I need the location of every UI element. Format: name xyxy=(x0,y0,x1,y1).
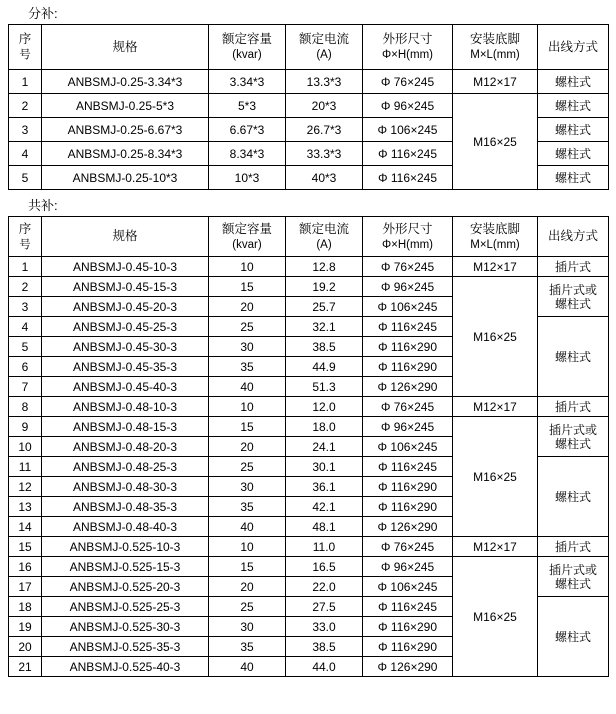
row-number: 11 xyxy=(9,457,42,477)
row-number: 5 xyxy=(9,337,42,357)
foot-cell: M16×25 xyxy=(453,94,538,190)
spec-cell: ANBSMJ-0.45-10-3 xyxy=(42,257,209,277)
spec-cell: ANBSMJ-0.525-15-3 xyxy=(42,557,209,577)
size-cell: Φ 126×290 xyxy=(363,377,453,397)
size-cell: Φ 96×245 xyxy=(363,557,453,577)
column-header-line: 规格 xyxy=(112,39,138,54)
amp-cell: 33.3*3 xyxy=(286,142,363,166)
row-number: 17 xyxy=(9,577,42,597)
size-cell: Φ 96×245 xyxy=(363,277,453,297)
kvar-cell: 3.34*3 xyxy=(209,70,286,94)
amp-cell: 11.0 xyxy=(286,537,363,557)
row-number: 12 xyxy=(9,477,42,497)
column-header-line: M×L(mm) xyxy=(470,238,520,251)
row-number: 4 xyxy=(9,142,42,166)
amp-cell: 51.3 xyxy=(286,377,363,397)
size-cell: Φ 106×245 xyxy=(363,577,453,597)
column-header xyxy=(209,217,286,257)
kvar-cell: 30 xyxy=(209,477,286,497)
column-header-line: 额定容量 xyxy=(221,32,272,46)
outlet-cell: 螺柱式 xyxy=(538,597,609,677)
spec-cell: ANBSMJ-0.45-25-3 xyxy=(42,317,209,337)
kvar-cell: 35 xyxy=(209,497,286,517)
row-number: 1 xyxy=(9,257,42,277)
kvar-cell: 15 xyxy=(209,557,286,577)
spec-cell: ANBSMJ-0.525-25-3 xyxy=(42,597,209,617)
table-row xyxy=(9,417,609,437)
spec-cell: ANBSMJ-0.45-35-3 xyxy=(42,357,209,377)
amp-cell: 42.1 xyxy=(286,497,363,517)
column-header xyxy=(453,217,538,257)
foot-cell: M12×17 xyxy=(453,397,538,417)
column-header-line: 额定电流 xyxy=(298,221,349,236)
spec-cell: ANBSMJ-0.525-35-3 xyxy=(42,637,209,657)
size-cell: Φ 116×290 xyxy=(363,357,453,377)
kvar-cell: 6.67*3 xyxy=(209,118,286,142)
kvar-cell: 10 xyxy=(209,537,286,557)
spec-cell: ANBSMJ-0.48-25-3 xyxy=(42,457,209,477)
column-header-line: 外形尺寸 xyxy=(382,32,433,46)
spec-cell: ANBSMJ-0.45-20-3 xyxy=(42,297,209,317)
spec-cell: ANBSMJ-0.25-8.34*3 xyxy=(42,142,209,166)
column-header xyxy=(363,217,453,257)
row-number: 13 xyxy=(9,497,42,517)
row-number: 9 xyxy=(9,417,42,437)
column-header xyxy=(363,25,453,70)
table-row xyxy=(9,397,609,417)
section-title-fenbu: 分补: xyxy=(28,6,58,21)
table-row xyxy=(9,257,609,277)
kvar-cell: 20 xyxy=(209,297,286,317)
fenbu-spec-table xyxy=(8,24,609,190)
column-header-line: 规格 xyxy=(112,229,138,243)
kvar-cell: 30 xyxy=(209,617,286,637)
column-header xyxy=(286,217,363,257)
section-gongbu xyxy=(8,198,608,677)
amp-cell: 16.5 xyxy=(286,557,363,577)
outlet-cell: 插片式或 螺柱式 xyxy=(538,557,609,597)
outlet-cell: 螺柱式 xyxy=(538,166,609,190)
outlet-cell: 螺柱式 xyxy=(538,142,609,166)
spec-cell: ANBSMJ-0.25-5*3 xyxy=(42,94,209,118)
spec-cell: ANBSMJ-0.48-35-3 xyxy=(42,497,209,517)
row-number: 2 xyxy=(9,277,42,297)
column-header-line: (A) xyxy=(316,238,332,251)
foot-cell: M12×17 xyxy=(453,70,538,94)
foot-cell: M16×25 xyxy=(453,277,538,397)
gongbu-spec-table xyxy=(8,216,609,677)
size-cell: Φ 106×245 xyxy=(363,118,453,142)
kvar-cell: 35 xyxy=(209,357,286,377)
header-row xyxy=(9,217,609,257)
column-header-line: 号 xyxy=(19,49,31,61)
size-cell: Φ 116×245 xyxy=(363,597,453,617)
column-header xyxy=(286,25,363,70)
row-number: 21 xyxy=(9,657,42,677)
column-header xyxy=(42,25,209,70)
column-header xyxy=(209,25,286,70)
column-header-line: 额定电流 xyxy=(298,32,349,46)
kvar-cell: 15 xyxy=(209,417,286,437)
amp-cell: 26.7*3 xyxy=(286,118,363,142)
row-number: 14 xyxy=(9,517,42,537)
row-number: 5 xyxy=(9,166,42,190)
row-number: 4 xyxy=(9,317,42,337)
size-cell: Φ 116×290 xyxy=(363,497,453,517)
kvar-cell: 10*3 xyxy=(209,166,286,190)
row-number: 18 xyxy=(9,597,42,617)
kvar-cell: 30 xyxy=(209,337,286,357)
spec-cell: ANBSMJ-0.25-3.34*3 xyxy=(42,70,209,94)
column-header-line: 安装底脚 xyxy=(469,32,520,46)
amp-cell: 32.1 xyxy=(286,317,363,337)
kvar-cell: 35 xyxy=(209,637,286,657)
column-header-line: M×L(mm) xyxy=(470,49,520,61)
outlet-cell: 螺柱式 xyxy=(538,70,609,94)
row-number: 16 xyxy=(9,557,42,577)
kvar-cell: 25 xyxy=(209,317,286,337)
amp-cell: 36.1 xyxy=(286,477,363,497)
outlet-cell: 插片式 xyxy=(538,537,609,557)
size-cell: Φ 126×290 xyxy=(363,517,453,537)
size-cell: Φ 116×290 xyxy=(363,617,453,637)
spec-cell: ANBSMJ-0.48-30-3 xyxy=(42,477,209,497)
column-header-line: 额定容量 xyxy=(221,221,272,236)
column-header xyxy=(9,217,42,257)
spec-cell: ANBSMJ-0.45-15-3 xyxy=(42,277,209,297)
amp-cell: 38.5 xyxy=(286,337,363,357)
spec-cell: ANBSMJ-0.25-6.67*3 xyxy=(42,118,209,142)
amp-cell: 48.1 xyxy=(286,517,363,537)
column-header xyxy=(453,25,538,70)
column-header xyxy=(538,25,609,70)
row-number: 1 xyxy=(9,70,42,94)
amp-cell: 27.5 xyxy=(286,597,363,617)
size-cell: Φ 116×245 xyxy=(363,317,453,337)
column-header-line: 号 xyxy=(19,238,31,251)
column-header-line: Φ×H(mm) xyxy=(381,238,433,251)
row-number: 6 xyxy=(9,357,42,377)
kvar-cell: 15 xyxy=(209,277,286,297)
amp-cell: 19.2 xyxy=(286,277,363,297)
outlet-cell: 插片式 xyxy=(538,397,609,417)
row-number: 15 xyxy=(9,537,42,557)
amp-cell: 30.1 xyxy=(286,457,363,477)
kvar-cell: 8.34*3 xyxy=(209,142,286,166)
kvar-cell: 10 xyxy=(209,257,286,277)
table-row xyxy=(9,537,609,557)
column-header xyxy=(42,217,209,257)
amp-cell: 13.3*3 xyxy=(286,70,363,94)
table-row xyxy=(9,277,609,297)
column-header-line: 序 xyxy=(18,32,32,46)
row-number: 3 xyxy=(9,297,42,317)
row-number: 20 xyxy=(9,637,42,657)
foot-cell: M12×17 xyxy=(453,257,538,277)
spec-cell: ANBSMJ-0.45-40-3 xyxy=(42,377,209,397)
kvar-cell: 40 xyxy=(209,517,286,537)
amp-cell: 24.1 xyxy=(286,437,363,457)
spec-cell: ANBSMJ-0.48-10-3 xyxy=(42,397,209,417)
column-header-line: (A) xyxy=(316,49,332,61)
amp-cell: 40*3 xyxy=(286,166,363,190)
amp-cell: 12.8 xyxy=(286,257,363,277)
outlet-cell: 螺柱式 xyxy=(538,457,609,537)
kvar-cell: 40 xyxy=(209,377,286,397)
size-cell: Φ 116×245 xyxy=(363,457,453,477)
foot-cell: M16×25 xyxy=(453,417,538,537)
kvar-cell: 40 xyxy=(209,657,286,677)
column-header-line: 出线方式 xyxy=(547,39,598,54)
size-cell: Φ 106×245 xyxy=(363,297,453,317)
outlet-cell: 螺柱式 xyxy=(538,317,609,397)
outlet-cell: 插片式或 螺柱式 xyxy=(538,417,609,457)
column-header xyxy=(538,217,609,257)
foot-cell: M12×17 xyxy=(453,537,538,557)
kvar-cell: 20 xyxy=(209,437,286,457)
amp-cell: 33.0 xyxy=(286,617,363,637)
column-header-line: 安装底脚 xyxy=(469,221,520,236)
row-number: 10 xyxy=(9,437,42,457)
size-cell: Φ 76×245 xyxy=(363,257,453,277)
spec-cell: ANBSMJ-0.525-40-3 xyxy=(42,657,209,677)
kvar-cell: 5*3 xyxy=(209,94,286,118)
size-cell: Φ 116×290 xyxy=(363,637,453,657)
spec-cell: ANBSMJ-0.45-30-3 xyxy=(42,337,209,357)
column-header-line: Φ×H(mm) xyxy=(381,49,433,61)
size-cell: Φ 116×245 xyxy=(363,142,453,166)
spec-cell: ANBSMJ-0.525-30-3 xyxy=(42,617,209,637)
amp-cell: 12.0 xyxy=(286,397,363,417)
spec-cell: ANBSMJ-0.48-40-3 xyxy=(42,517,209,537)
amp-cell: 20*3 xyxy=(286,94,363,118)
row-number: 3 xyxy=(9,118,42,142)
size-cell: Φ 96×245 xyxy=(363,94,453,118)
row-number: 2 xyxy=(9,94,42,118)
section-fenbu xyxy=(8,6,608,190)
header-row xyxy=(9,25,609,70)
outlet-cell: 插片式 xyxy=(538,257,609,277)
amp-cell: 22.0 xyxy=(286,577,363,597)
table-row xyxy=(9,70,609,94)
amp-cell: 38.5 xyxy=(286,637,363,657)
kvar-cell: 10 xyxy=(209,397,286,417)
spec-cell: ANBSMJ-0.525-10-3 xyxy=(42,537,209,557)
column-header-line: (kvar) xyxy=(232,49,262,61)
size-cell: Φ 116×290 xyxy=(363,337,453,357)
section-title-gongbu: 共补: xyxy=(28,198,58,213)
spec-cell: ANBSMJ-0.25-10*3 xyxy=(42,166,209,190)
table-row xyxy=(9,94,609,118)
foot-cell: M16×25 xyxy=(453,557,538,677)
row-number: 19 xyxy=(9,617,42,637)
size-cell: Φ 106×245 xyxy=(363,437,453,457)
spec-cell: ANBSMJ-0.48-20-3 xyxy=(42,437,209,457)
spec-cell: ANBSMJ-0.525-20-3 xyxy=(42,577,209,597)
column-header-line: 外形尺寸 xyxy=(382,221,433,236)
amp-cell: 44.0 xyxy=(286,657,363,677)
column-header-line: 出线方式 xyxy=(547,229,598,243)
spec-cell: ANBSMJ-0.48-15-3 xyxy=(42,417,209,437)
size-cell: Φ 76×245 xyxy=(363,70,453,94)
kvar-cell: 25 xyxy=(209,457,286,477)
size-cell: Φ 126×290 xyxy=(363,657,453,677)
row-number: 8 xyxy=(9,397,42,417)
amp-cell: 18.0 xyxy=(286,417,363,437)
size-cell: Φ 96×245 xyxy=(363,417,453,437)
row-number: 7 xyxy=(9,377,42,397)
table-row xyxy=(9,557,609,577)
kvar-cell: 20 xyxy=(209,577,286,597)
column-header xyxy=(9,25,42,70)
size-cell: Φ 116×290 xyxy=(363,477,453,497)
amp-cell: 25.7 xyxy=(286,297,363,317)
outlet-cell: 螺柱式 xyxy=(538,118,609,142)
size-cell: Φ 76×245 xyxy=(363,397,453,417)
amp-cell: 44.9 xyxy=(286,357,363,377)
kvar-cell: 25 xyxy=(209,597,286,617)
outlet-cell: 插片式或 螺柱式 xyxy=(538,277,609,317)
size-cell: Φ 116×245 xyxy=(363,166,453,190)
size-cell: Φ 76×245 xyxy=(363,537,453,557)
outlet-cell: 螺柱式 xyxy=(538,94,609,118)
column-header-line: 序 xyxy=(18,221,32,236)
column-header-line: (kvar) xyxy=(232,238,262,251)
